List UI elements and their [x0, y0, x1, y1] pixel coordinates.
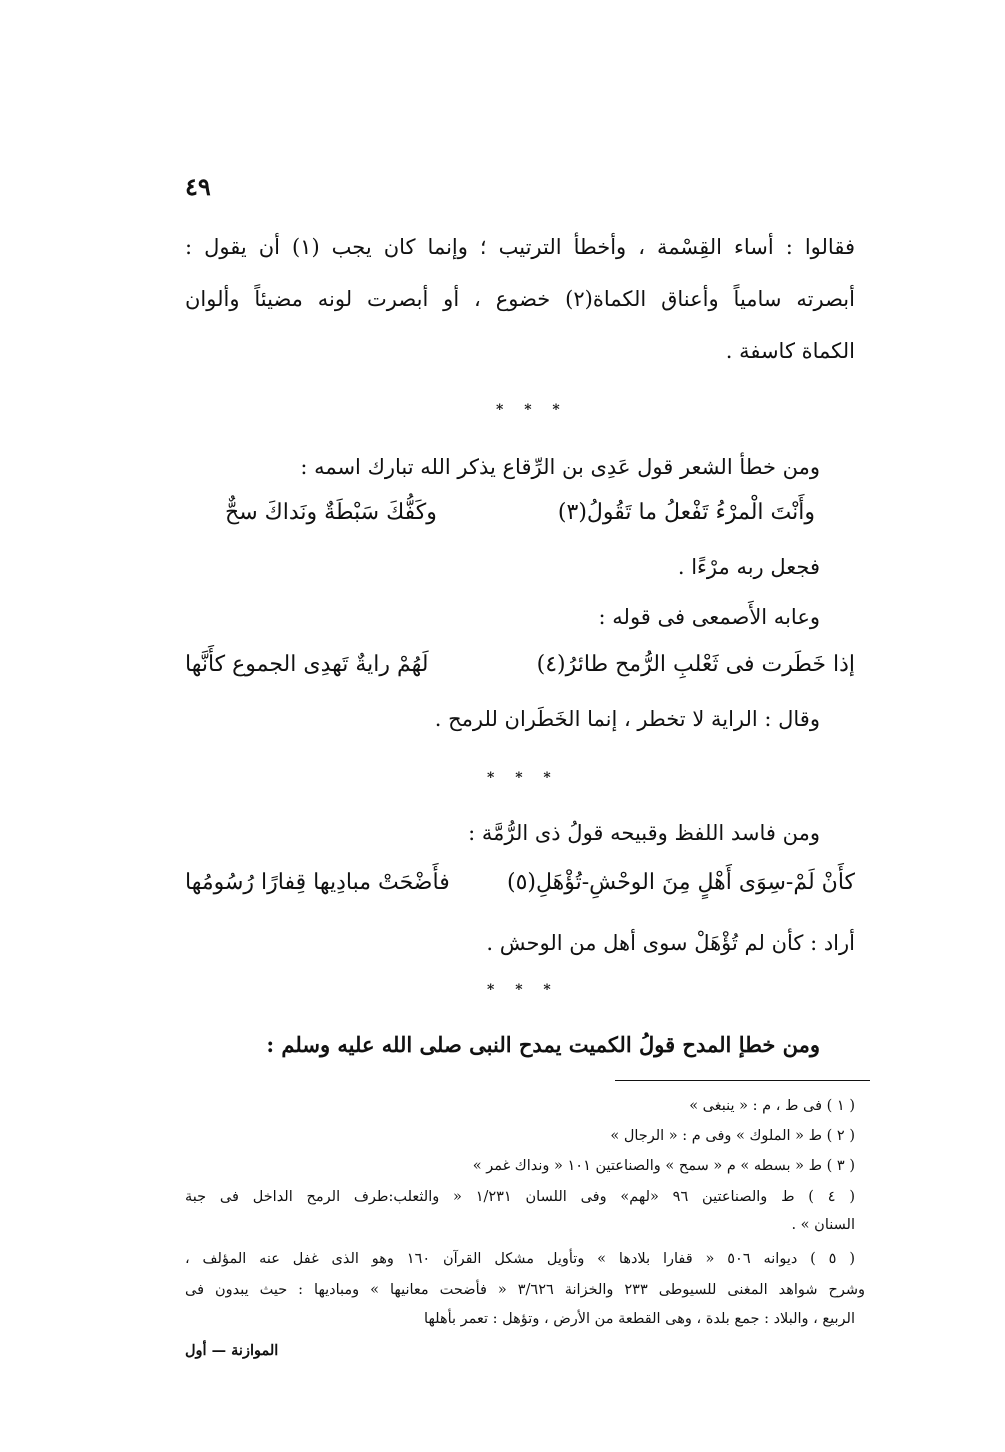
verse-hemistich-right: وكَفُّكَ سَبْطَةٌ ونَداكَ سحٌّ — [225, 500, 437, 525]
section-separator: * * * — [496, 402, 568, 418]
text-line: فجعل ربه مرْءًا . — [677, 555, 820, 579]
footnote-continuation: الربيع ، والبلاد : جمع بلدة ، وهى القطعة من الأرض ، وتؤهل : تعمر بأهلها — [424, 1311, 855, 1327]
footnote-continuation: وشرح شواهد المغنى للسيوطى ٢٣٣ والخزانة ٣/٦٢٦ « فأضحت معانيها » ومباديها : حيث يبدون فى — [185, 1282, 865, 1298]
verse-hemistich-right: لَهُمْ رايةٌ تَهدِى الجموع كأَنَّها — [185, 652, 429, 677]
section-intro: ومن فاسد اللفظ وقبيحه قولُ ذى الرُّمَّة : — [468, 821, 820, 845]
section-separator: * * * — [487, 770, 559, 786]
footnote-divider — [615, 1080, 870, 1081]
footnote: ( ١ ) فى ط ، م : « ينبغى » — [689, 1098, 855, 1114]
text-line: وعابه الأَصمعى فى قوله : — [598, 605, 820, 629]
paragraph-line: فقالوا : أساء القِسْمة ، وأخطأ الترتيب ؛ وإنما كان يجب (١) أن يقول : — [185, 235, 855, 259]
verse-hemistich-left: إذا خَطَرت فى ثَعْلبِ الرُّمح طائرُ(٤) — [536, 652, 855, 677]
section-intro: ومن خطإ المدح قولُ الكميت يمدح النبى صلى الله عليه وسلم : — [266, 1032, 820, 1057]
footnote: ( ٥ ) ديوانه ٥٠٦ « قفارا بلادها » وتأويل مشكل القرآن ١٦٠ وهو الذى غفل عنه المؤلف ، — [185, 1251, 855, 1267]
verse-hemistich-left: كأَنْ لَمْ-سِوَى أَهْلٍ مِنَ الوحْشِ-تُؤْهَلِ(٥) — [506, 870, 855, 895]
verse-hemistich-right: فأَضْحَتْ مبادِيها قِفارًا رُسُومُها — [185, 870, 450, 895]
verse — [185, 652, 855, 677]
verse — [185, 870, 855, 895]
footnote-continuation: السنان » . — [791, 1217, 855, 1233]
verse — [225, 500, 815, 525]
page-number: ٤٩ — [185, 172, 211, 201]
paragraph-line: الكماة كاسفة . — [725, 339, 855, 363]
footnote: ( ٣ ) ط « بسطه » م « سمح » والصناعتين ١٠١ « ونداك غمر » — [472, 1158, 855, 1174]
section-separator: * * * — [487, 982, 559, 998]
text-line: أراد : كأن لم تُؤْهَلْ سوى أهل من الوحش . — [486, 931, 855, 955]
footnote: ( ٤ ) ط والصناعتين ٩٦ «لهم» وفى اللسان ١/٢٣١ « والثعلب:طرف الرمح الداخل فى جبة — [185, 1189, 855, 1205]
text-line: وقال : الراية لا تخطر ، إنما الخَطَران للرمح . — [434, 707, 820, 731]
paragraph-line: أبصرته سامياً وأعناق الكماة(٢) خضوع ، أو أبصرت لونه مضيئاً وألوان — [185, 287, 855, 311]
section-intro: ومن خطأ الشعر قول عَدِى بن الرِّقاع يذكر الله تبارك اسمه : — [300, 455, 820, 479]
footnote: ( ٢ ) ط « الملوك » وفى م : « الرجال » — [610, 1128, 855, 1144]
verse-hemistich-left: وأَنْتَ الْمرْءُ تَفْعلُ ما تَقُولُ(٣) — [557, 500, 815, 525]
page-footer: الموازنة — أول — [185, 1342, 279, 1359]
